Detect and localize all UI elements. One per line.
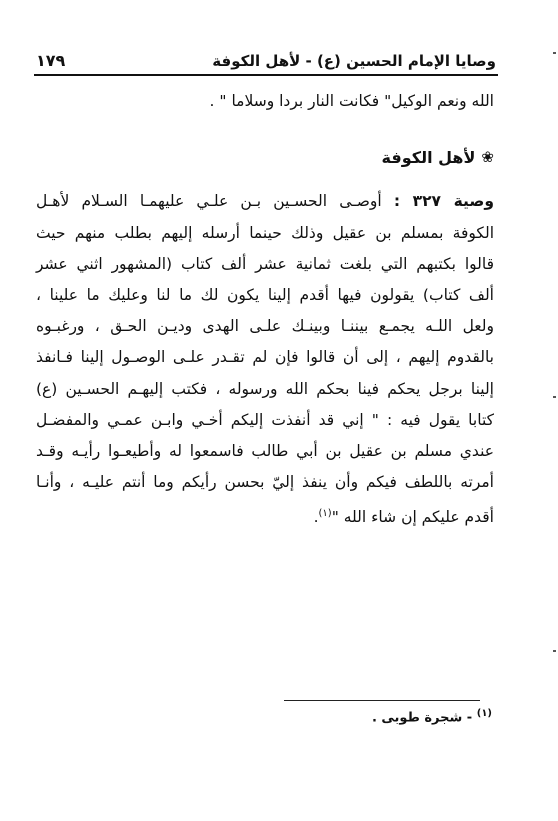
will-line-1-text: أوصـى الحسـين بـن علـي عليهمـا السـلام لأهـل (36, 192, 382, 211)
will-line: بالقدوم إليهم ، إلى أن قالوا فإن لم تقـدر علـى الوصـول إلينا فـانفذ (36, 348, 494, 367)
footnote (372, 708, 492, 725)
will-line: قالوا بكتبهم التي بلغت ثمانية عشر ألف كتاب (المشهور اثني عشر (36, 254, 494, 273)
will-line: أمرته باللطف فيكم وأن ينفذ إليّ بحسن رأيكم وما أنتم عليـه ، وأنـا (36, 473, 494, 492)
running-title: وصايا الإمام الحسين (ع) - لأهل الكوفة (212, 52, 496, 70)
footnote-text: - شجرة طوبى . (371, 710, 473, 726)
page-number: ١٧٩ (36, 51, 66, 70)
flower-ornament-icon: ❀ (481, 148, 494, 167)
footnote-reference[interactable]: (١) (318, 508, 332, 520)
will-line: عندي مسلم بن عقيل بن أبي طالب فاسمعوا له وأطيعـوا رأيـه وقـد (36, 442, 494, 461)
will-paragraph (36, 186, 494, 533)
edge-mark (553, 52, 556, 54)
edge-mark (553, 396, 556, 398)
will-line: إلينا برجل يحكم فينا بحكم الله ورسوله ، فكتب إليهـم الحسـين (ع) (36, 379, 494, 398)
page-header (36, 42, 496, 70)
will-line: كتابا يقول فيه : " إني قد أنفذت إليكم أخـي وابـن عمـي والمفضـل (36, 410, 494, 429)
footnote-rule (284, 700, 480, 701)
footnote-marker: (١) (476, 708, 492, 719)
will-label: وصية ٣٢٧ : (393, 192, 494, 211)
will-line-last: أقدم عليكم إن شاء الله "$^{(١)}$. (313, 508, 494, 527)
will-line: الكوفة بمسلم بن عقيل وذلك حينما أرسله إليهم بطلب منهم حيث (36, 223, 494, 242)
will-line: ألف كتاب) يقولون فيها أقدم إلينا يكون لك ما لنا وعليك ما علينا ، (36, 286, 494, 305)
will-line: ولعل اللـه يجمـع بيننـا وبينـك علـى الهدى وديـن الحـق ، ورغبـوه (36, 317, 494, 336)
page-body (36, 86, 494, 534)
will-line-1 (36, 186, 494, 217)
section-title: لأهل الكوفة (381, 148, 476, 168)
section-heading (36, 142, 494, 173)
will-line-last-text: أقدم عليكم إن شاء الله " (331, 508, 494, 527)
edge-mark (553, 650, 556, 652)
header-rule (34, 74, 498, 76)
intro-line: الله ونعم الوكيل" فكانت النار بردا وسلاما " . (209, 92, 494, 110)
